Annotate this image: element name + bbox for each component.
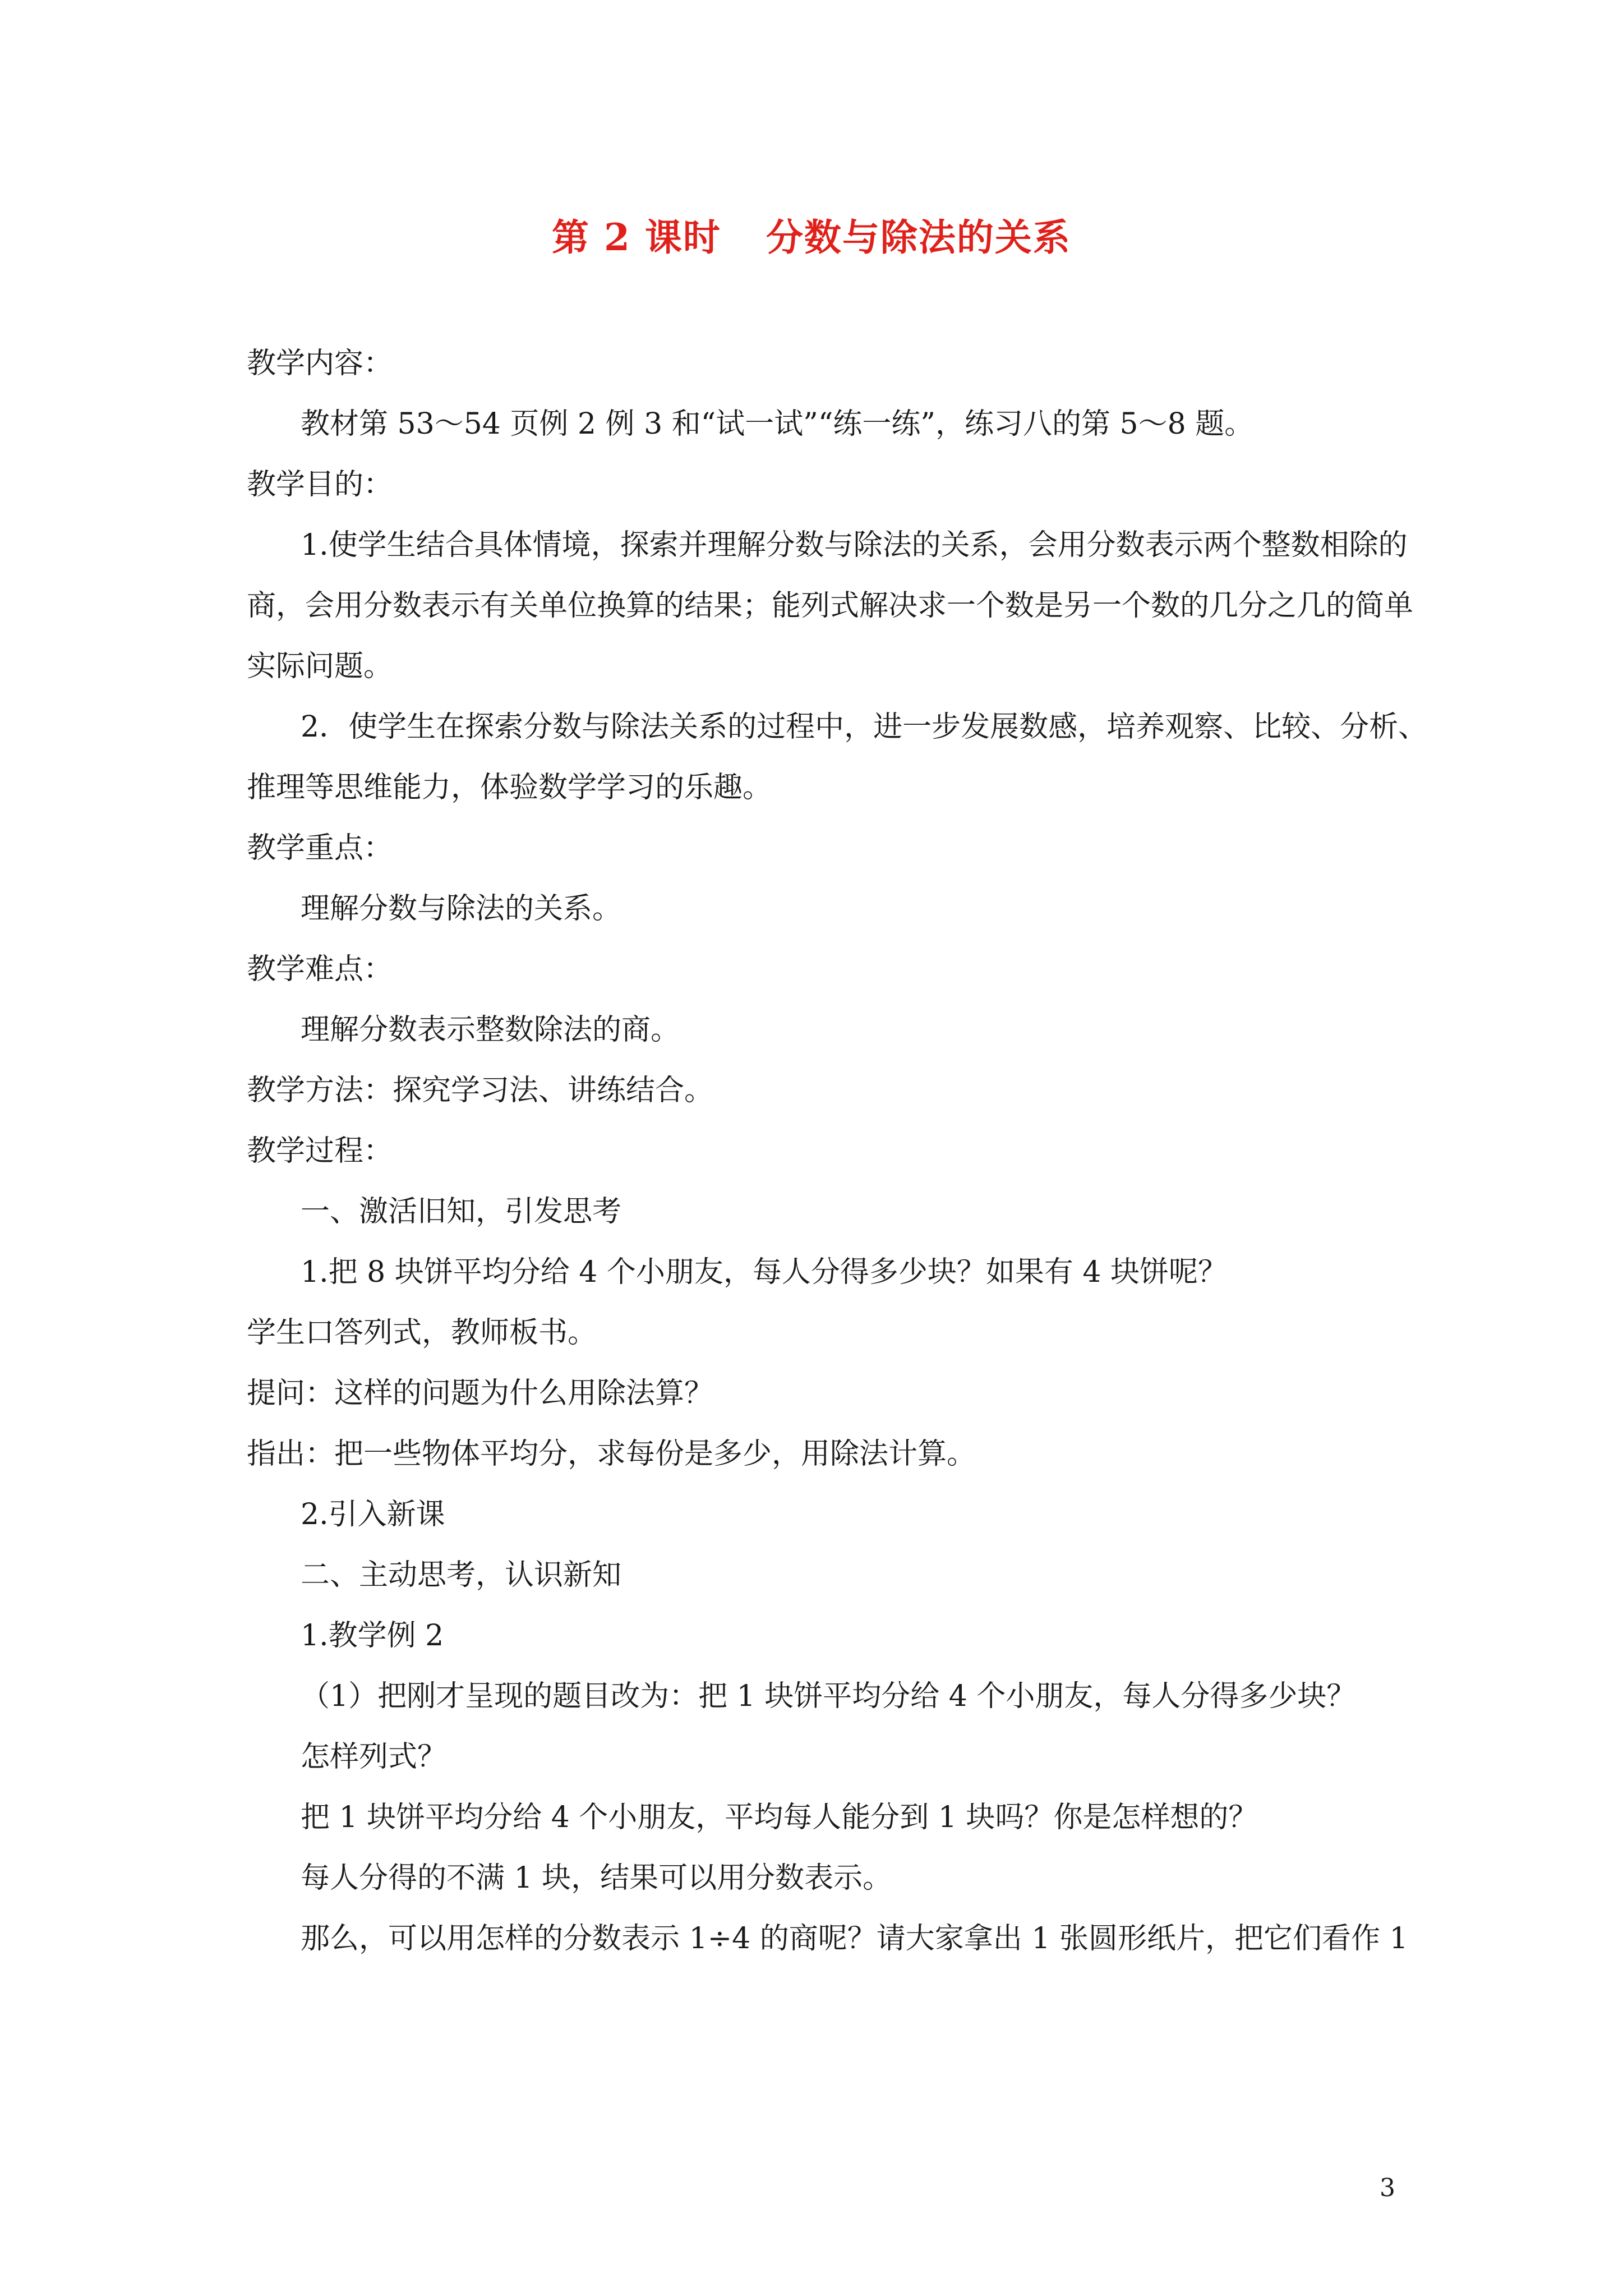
introduce-lesson: 2.引入新课 (301, 1498, 445, 1531)
example-2-heading: 1.教学例 2 (301, 1619, 444, 1653)
example-2-answer: 每人分得的不满 1 块，结果可以用分数表示。 (301, 1861, 892, 1895)
example-2-continuation: 那么，可以用怎样的分数表示 1÷4 的商呢？请大家拿出 1 张圆形纸片，把它们看作 1 (301, 1922, 1408, 1955)
goal-1-line-1: 1.使学生结合具体情境，探索并理解分数与除法的关系，会用分数表示两个整数相除的 (301, 528, 1408, 562)
lesson-topic: 分数与除法的关系 (766, 215, 1071, 259)
heading-teaching-content: 教学内容： (247, 347, 393, 380)
goal-1-line-2: 商，会用分数表示有关单位换算的结果；能列式解决求一个数是另一个数的几分之几的简单 (247, 589, 1414, 623)
heading-teaching-process: 教学过程： (247, 1134, 393, 1168)
example-2-step-1: （1）把刚才呈现的题目改为：把 1 块饼平均分给 4 个小朋友，每人分得多少块？ (301, 1680, 1356, 1713)
paragraph-teaching-content: 教材第 53～54 页例 2 例 3 和“试一试”“练一练”，练习八的第 5～8 题。 (301, 407, 1254, 441)
teacher-question: 提问：这样的问题为什么用除法算？ (247, 1377, 714, 1410)
example-2-question: 把 1 块饼平均分给 4 个小朋友，平均每人能分到 1 块吗？你是怎样想的？ (301, 1801, 1258, 1834)
page-number: 3 (1380, 2174, 1395, 2202)
heading-teaching-goals: 教学目的： (247, 468, 393, 501)
heading-difficulties: 教学难点： (247, 953, 393, 986)
lesson-number: 第 2 课时 (552, 215, 721, 259)
teacher-point: 指出：把一些物体平均分，求每份是多少，用除法计算。 (247, 1437, 976, 1471)
section-heading-1: 一、激活旧知，引发思考 (301, 1195, 622, 1228)
student-activity: 学生口答列式，教师板书。 (247, 1316, 597, 1350)
paragraph-key-points: 理解分数与除法的关系。 (301, 892, 622, 926)
teaching-methods: 教学方法：探究学习法、讲练结合。 (247, 1074, 714, 1107)
example-2-prompt: 怎样列式？ (301, 1740, 447, 1774)
paragraph-difficulties: 理解分数表示整数除法的商。 (301, 1013, 680, 1047)
question-1: 1.把 8 块饼平均分给 4 个小朋友，每人分得多少块？如果有 4 块饼呢？ (301, 1255, 1228, 1289)
goal-2-line-1: 2．使学生在探索分数与除法关系的过程中，进一步发展数感，培养观察、比较、分析、 (301, 710, 1428, 744)
goal-2-line-2: 推理等思维能力，体验数学学习的乐趣。 (247, 771, 772, 804)
goal-1-line-3: 实际问题。 (247, 650, 393, 683)
section-heading-2: 二、主动思考，认识新知 (301, 1558, 622, 1592)
heading-key-points: 教学重点： (247, 831, 393, 865)
page-title (0, 208, 1623, 261)
